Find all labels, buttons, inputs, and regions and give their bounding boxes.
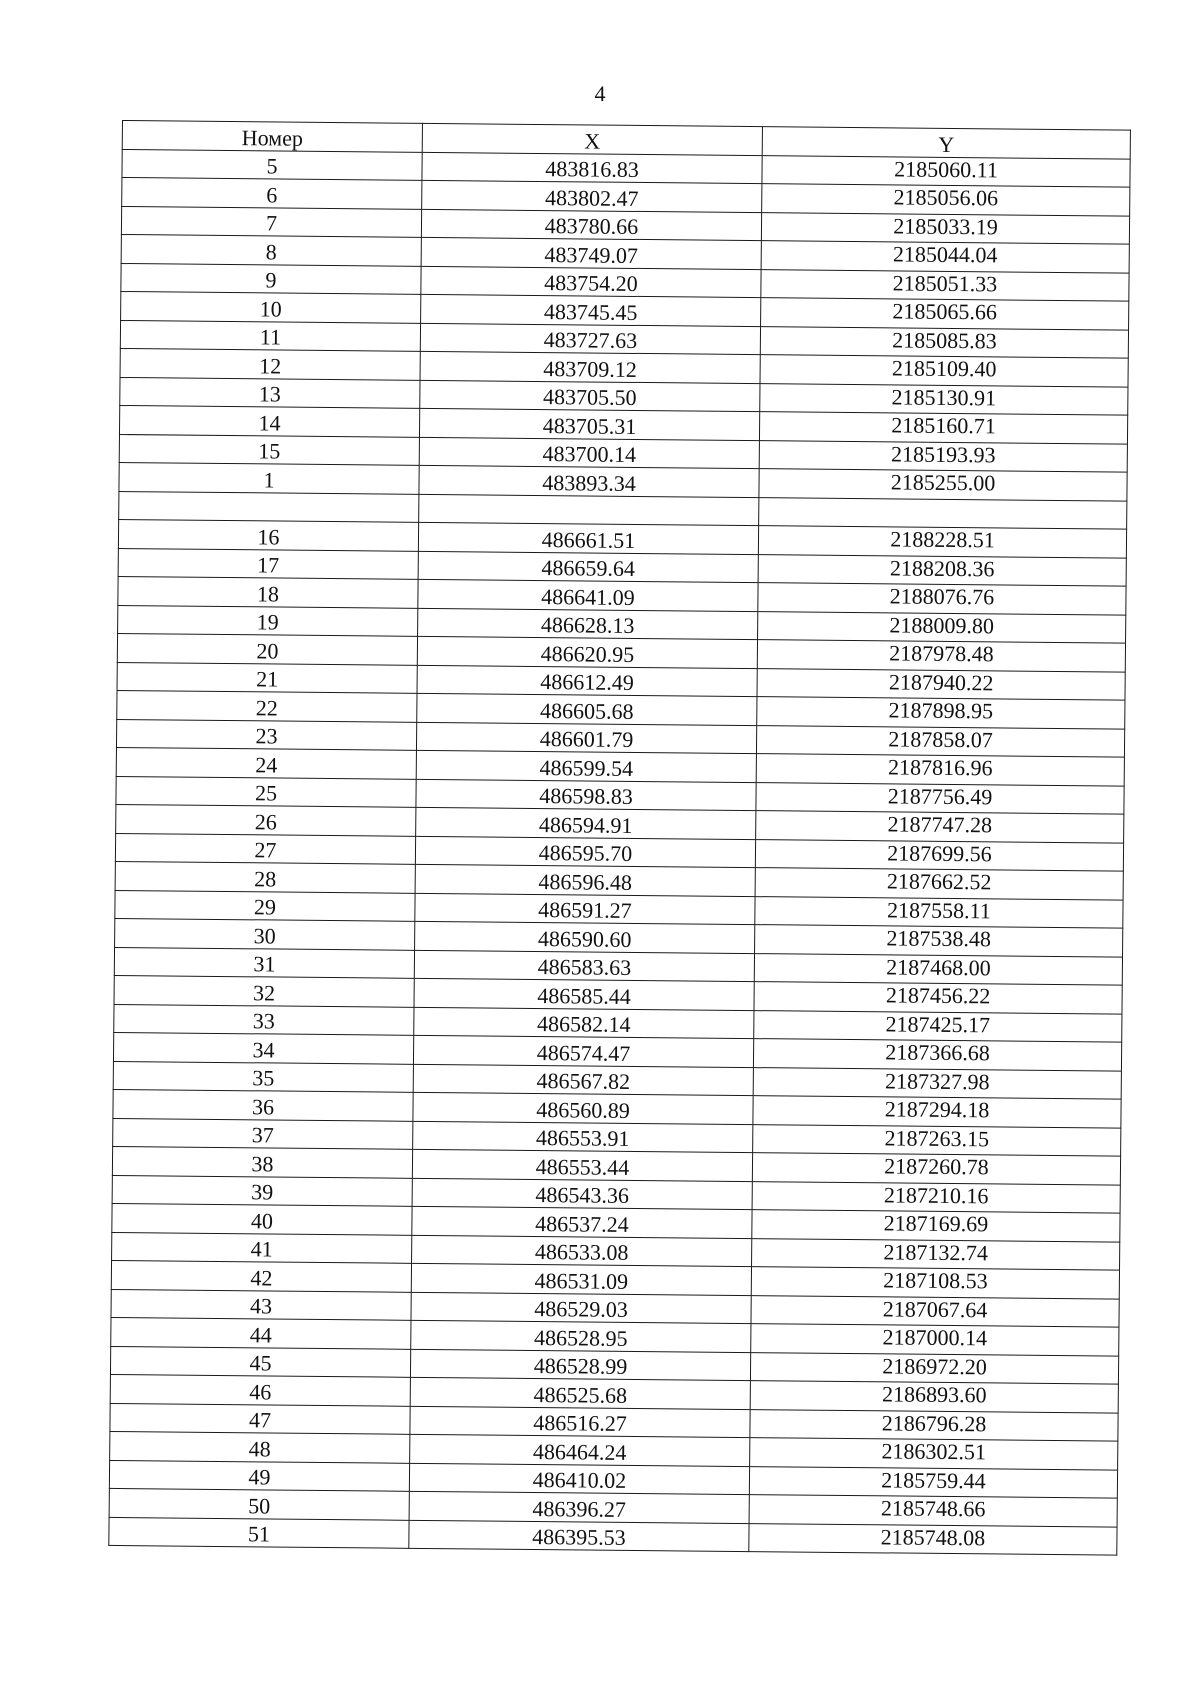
cell-number: 29	[115, 890, 415, 921]
cell-x: 486395.53	[409, 1520, 749, 1552]
cell-x: 486543.36	[412, 1178, 752, 1210]
cell-number: 38	[112, 1146, 412, 1177]
cell-y: 2187858.07	[756, 725, 1124, 757]
cell-y: 2187169.69	[752, 1210, 1120, 1242]
header-number: Номер	[122, 121, 422, 152]
cell-y: 2185085.83	[760, 326, 1128, 358]
cell-number: 32	[114, 975, 414, 1006]
cell-y: 2187816.96	[756, 754, 1124, 786]
cell-x: 486596.48	[415, 864, 755, 896]
cell-x	[419, 494, 759, 526]
cell-number: 25	[116, 776, 416, 807]
cell-x: 483705.50	[420, 380, 760, 412]
cell-y: 2188076.76	[758, 583, 1126, 615]
cell-y: 2187294.18	[753, 1096, 1121, 1128]
cell-x: 486620.95	[417, 636, 757, 668]
coordinates-table-container	[108, 120, 1130, 1556]
cell-y: 2185255.00	[759, 469, 1127, 501]
cell-x: 486659.64	[418, 551, 758, 583]
cell-number: 28	[115, 861, 415, 892]
cell-number: 1	[119, 462, 419, 493]
cell-x: 486410.02	[409, 1463, 749, 1495]
cell-x: 486594.91	[416, 807, 756, 839]
cell-y: 2185060.11	[762, 155, 1130, 187]
cell-number: 43	[111, 1289, 411, 1320]
cell-x: 483727.63	[420, 323, 760, 355]
cell-y: 2185759.44	[749, 1466, 1117, 1498]
cell-x: 486553.44	[412, 1149, 752, 1181]
cell-x: 486628.13	[418, 608, 758, 640]
cell-x: 486567.82	[413, 1064, 753, 1096]
cell-y: 2185130.91	[760, 383, 1128, 415]
coordinates-table	[108, 120, 1131, 1556]
cell-y	[759, 497, 1127, 529]
cell-number	[119, 491, 419, 522]
cell-number: 14	[119, 405, 419, 436]
cell-number: 37	[113, 1118, 413, 1149]
cell-y: 2185109.40	[760, 355, 1128, 387]
cell-x: 486661.51	[418, 522, 758, 554]
cell-number: 48	[110, 1431, 410, 1462]
cell-x: 486598.83	[416, 779, 756, 811]
cell-number: 6	[122, 178, 422, 209]
cell-number: 41	[112, 1232, 412, 1263]
cell-number: 44	[111, 1317, 411, 1348]
cell-number: 49	[109, 1460, 409, 1491]
cell-number: 24	[116, 747, 416, 778]
cell-number: 15	[119, 434, 419, 465]
cell-number: 20	[117, 633, 417, 664]
cell-x: 483780.66	[421, 209, 761, 241]
cell-number: 17	[118, 548, 418, 579]
cell-y: 2187756.49	[756, 782, 1124, 814]
cell-number: 11	[120, 320, 420, 351]
cell-x: 486585.44	[414, 978, 754, 1010]
cell-y: 2187366.68	[753, 1039, 1121, 1071]
cell-x: 486582.14	[414, 1007, 754, 1039]
cell-x: 486560.89	[413, 1092, 753, 1124]
cell-x: 486531.09	[411, 1263, 751, 1295]
cell-y: 2186796.28	[750, 1409, 1118, 1441]
cell-x: 486553.91	[413, 1121, 753, 1153]
cell-x: 486525.68	[410, 1377, 750, 1409]
cell-x: 486464.24	[410, 1434, 750, 1466]
cell-x: 486574.47	[413, 1035, 753, 1067]
page-number: 4	[594, 81, 606, 106]
cell-x: 483705.31	[419, 408, 759, 440]
cell-y: 2185033.19	[761, 212, 1129, 244]
cell-number: 16	[118, 519, 418, 550]
cell-x: 486612.49	[417, 665, 757, 697]
cell-y: 2187327.98	[753, 1067, 1121, 1099]
cell-x: 483700.14	[419, 437, 759, 469]
cell-number: 45	[110, 1346, 410, 1377]
cell-x: 483749.07	[421, 237, 761, 269]
cell-number: 50	[109, 1488, 409, 1519]
cell-number: 21	[117, 662, 417, 693]
cell-y: 2187699.56	[755, 839, 1123, 871]
cell-number: 9	[121, 263, 421, 294]
cell-number: 19	[118, 605, 418, 636]
cell-y: 2187538.48	[755, 925, 1123, 957]
cell-x: 483816.83	[422, 152, 762, 184]
cell-y: 2185193.93	[759, 440, 1127, 472]
cell-y: 2187940.22	[757, 668, 1125, 700]
cell-y: 2185065.66	[761, 298, 1129, 330]
header-x: X	[422, 123, 762, 155]
cell-number: 7	[121, 206, 421, 237]
cell-x: 483893.34	[419, 465, 759, 497]
cell-y: 2185044.04	[761, 241, 1129, 273]
cell-number: 8	[121, 234, 421, 265]
cell-y: 2188009.80	[758, 611, 1126, 643]
cell-x: 486591.27	[415, 893, 755, 925]
cell-number: 39	[112, 1175, 412, 1206]
cell-x: 486528.99	[410, 1349, 750, 1381]
cell-x: 483745.45	[421, 294, 761, 326]
cell-y: 2185160.71	[759, 412, 1127, 444]
cell-number: 12	[120, 348, 420, 379]
cell-y: 2187558.11	[755, 896, 1123, 928]
cell-x: 486601.79	[416, 722, 756, 754]
cell-x: 486528.95	[411, 1320, 751, 1352]
cell-x: 486537.24	[412, 1206, 752, 1238]
cell-number: 31	[114, 947, 414, 978]
cell-x: 483802.47	[422, 180, 762, 212]
cell-y: 2187000.14	[751, 1324, 1119, 1356]
cell-y: 2185056.06	[762, 184, 1130, 216]
cell-x: 486396.27	[409, 1491, 749, 1523]
cell-x: 486590.60	[415, 921, 755, 953]
cell-y: 2187425.17	[754, 1010, 1122, 1042]
cell-y: 2186302.51	[750, 1438, 1118, 1470]
cell-y: 2185051.33	[761, 269, 1129, 301]
cell-x: 483754.20	[421, 266, 761, 298]
cell-number: 47	[110, 1403, 410, 1434]
cell-number: 51	[109, 1517, 409, 1548]
cell-number: 30	[115, 918, 415, 949]
cell-y: 2185748.08	[749, 1523, 1117, 1555]
cell-number: 5	[122, 149, 422, 180]
cell-x: 486599.54	[416, 750, 756, 782]
cell-y: 2187210.16	[752, 1181, 1120, 1213]
cell-number: 22	[117, 690, 417, 721]
cell-number: 36	[113, 1089, 413, 1120]
cell-y: 2188228.51	[758, 526, 1126, 558]
cell-number: 10	[121, 291, 421, 322]
cell-number: 46	[110, 1374, 410, 1405]
cell-number: 23	[116, 719, 416, 750]
cell-x: 486605.68	[417, 693, 757, 725]
cell-number: 26	[116, 804, 416, 835]
cell-y: 2187468.00	[754, 953, 1122, 985]
cell-y: 2187132.74	[752, 1238, 1120, 1270]
cell-x: 486516.27	[410, 1406, 750, 1438]
cell-y: 2187456.22	[754, 982, 1122, 1014]
cell-y: 2188208.36	[758, 554, 1126, 586]
cell-number: 35	[113, 1061, 413, 1092]
cell-y: 2185748.66	[749, 1495, 1117, 1527]
cell-y: 2187108.53	[751, 1267, 1119, 1299]
cell-number: 18	[118, 576, 418, 607]
cell-x: 486529.03	[411, 1292, 751, 1324]
cell-number: 42	[111, 1260, 411, 1291]
cell-y: 2187067.64	[751, 1295, 1119, 1327]
cell-y: 2186972.20	[750, 1352, 1118, 1384]
cell-y: 2186893.60	[750, 1381, 1118, 1413]
cell-x: 483709.12	[420, 351, 760, 383]
cell-number: 40	[112, 1203, 412, 1234]
cell-y: 2187978.48	[757, 640, 1125, 672]
cell-x: 486595.70	[415, 836, 755, 868]
cell-number: 33	[114, 1004, 414, 1035]
cell-y: 2187662.52	[755, 868, 1123, 900]
cell-x: 486533.08	[412, 1235, 752, 1267]
cell-x: 486583.63	[414, 950, 754, 982]
cell-number: 27	[115, 833, 415, 864]
cell-x: 486641.09	[418, 579, 758, 611]
header-y: Y	[762, 127, 1130, 159]
cell-y: 2187747.28	[756, 811, 1124, 843]
cell-number: 13	[120, 377, 420, 408]
cell-y: 2187898.95	[757, 697, 1125, 729]
table-body	[109, 149, 1130, 1555]
cell-y: 2187260.78	[752, 1153, 1120, 1185]
cell-y: 2187263.15	[753, 1124, 1121, 1156]
cell-number: 34	[113, 1032, 413, 1063]
